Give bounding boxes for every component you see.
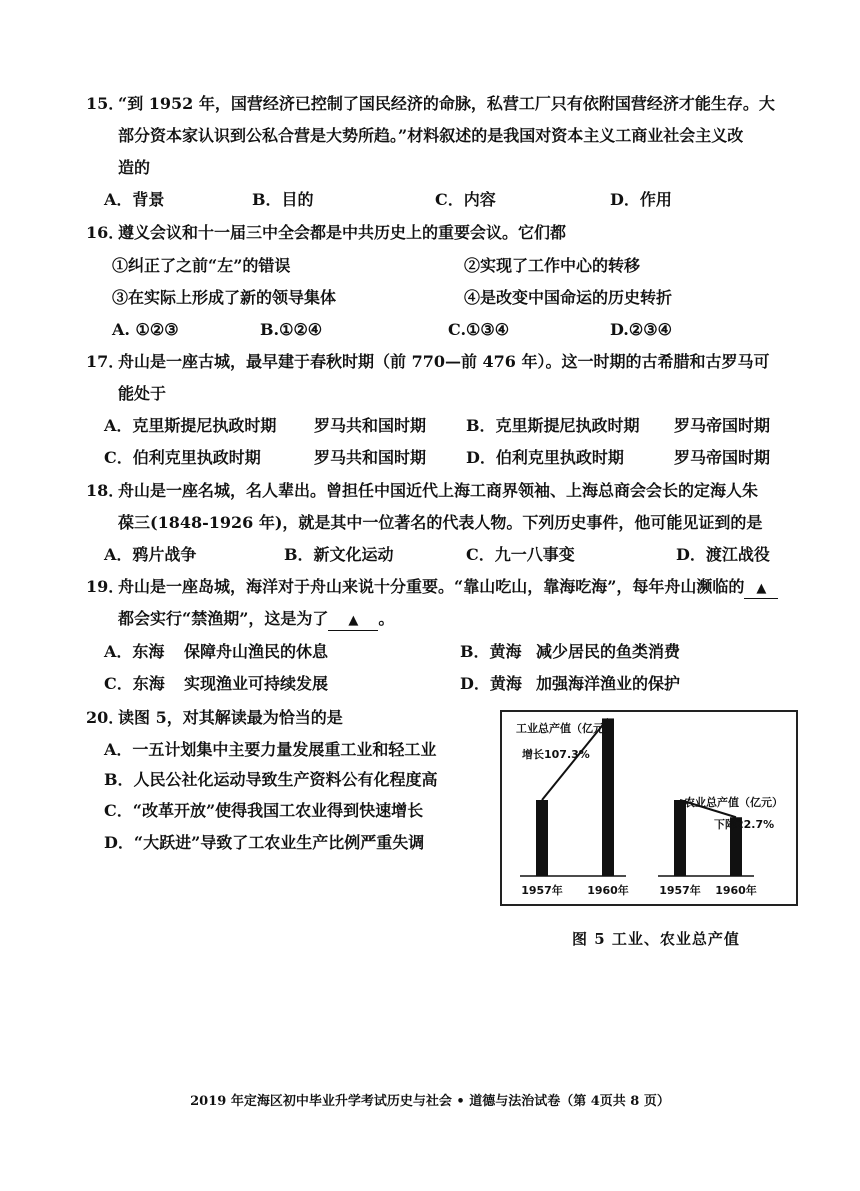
q16-item-2: ②实现了工作中心的转移 (464, 256, 641, 275)
q17-number: 17． (86, 352, 125, 371)
q16-option-c: C.①③④ (448, 320, 510, 339)
q17-option-a: A．克里斯提尼执政时期 (104, 416, 277, 435)
q15-option-b: B．目的 (252, 190, 314, 209)
q17-stem-line1: 舟山是一座古城，最早建于春秋时期（前 770—前 476 年）。这一时期的古希腊和古罗马可 (118, 352, 770, 371)
industry-tick-label-1: 1957年 (521, 884, 563, 897)
q16-option-b: B.①②④ (260, 320, 323, 339)
q16-item-3: ③在实际上形成了新的领导集体 (112, 288, 337, 307)
industry-title: 工业总产值（亿元） (516, 722, 615, 735)
q17-option-c-detail: 罗马共和国时期 (314, 448, 427, 467)
q15-stem-line3: 造的 (118, 158, 151, 177)
q18-option-c: C．九一八事变 (466, 545, 575, 564)
q19-number: 19． (86, 577, 125, 596)
q17-option-d-detail: 罗马帝国时期 (674, 448, 771, 467)
q18-option-b: B．新文化运动 (284, 545, 394, 564)
q18-option-d: D．渡江战役 (676, 545, 770, 564)
q18-option-a: A．鸦片战争 (104, 545, 197, 564)
q20-number: 20． (86, 708, 125, 727)
q16-option-d: D.②③④ (610, 320, 672, 339)
q19-blank-1: ▲ (744, 580, 778, 599)
q17-option-a-detail: 罗马共和国时期 (314, 416, 427, 435)
q20-stem: 读图 5，对其解读最为恰当的是 (118, 708, 343, 727)
industry-bar-1 (536, 800, 548, 876)
q15-option-c: C．内容 (435, 190, 496, 209)
industry-bar-2 (602, 718, 614, 876)
q18-stem-line1: 舟山是一座名城，名人辈出。曾担任中国近代上海工商界领袖、上海总商会会长的定海人朱 (118, 481, 759, 500)
q17-stem-line2: 能处于 (118, 384, 167, 403)
q16-number: 16． (86, 223, 125, 242)
agriculture-annotation: 下降22.7% (714, 818, 775, 831)
q19-option-d: D．黄海 (460, 674, 522, 693)
q20-option-d: D．“大跃进”导致了工农业生产比例严重失调 (104, 833, 425, 852)
q19-option-c: C．东海 (104, 674, 165, 693)
q19-option-b-detail: 减少居民的鱼类消费 (536, 642, 681, 661)
q19-blank-2: ▲ (328, 612, 378, 631)
q16-stem: 遵义会议和十一届三中全会都是中共历史上的重要会议。它们都 (118, 223, 567, 242)
page-footer: 2019 年定海区初中毕业升学考试历史与社会 • 道德与法治试卷（第 4页共 8 页） (190, 1094, 670, 1109)
industry-tick-label-2: 1960年 (587, 884, 629, 897)
q15-option-d: D．作用 (610, 190, 672, 209)
q19-stem-line1 (118, 575, 778, 599)
q17-option-b-detail: 罗马帝国时期 (674, 416, 771, 435)
q16-option-a: A. ①②③ (112, 320, 179, 339)
figure-caption: 图 5 工业、农业总产值 (572, 930, 740, 948)
q17-option-b: B．克里斯提尼执政时期 (466, 416, 640, 435)
q19-stem-line1-text: 舟山是一座岛城，海洋对于舟山来说十分重要。“靠山吃山，靠海吃海”，每年舟山濒临的 (118, 577, 745, 596)
q17-option-d: D．伯利克里执政时期 (466, 448, 624, 467)
q19-stem-line2-text: 都会实行“禁渔期”，这是为了 (118, 609, 329, 628)
q19-option-c-detail: 实现渔业可持续发展 (184, 674, 329, 693)
agriculture-tick-label-2: 1960年 (715, 884, 757, 897)
figure-5-svg (502, 712, 796, 904)
q16-item-1: ①纠正了之前“左”的错误 (112, 256, 291, 275)
q15-stem-line2: 部分资本家认识到公私合营是大势所趋。”材料叙述的是我国对资本主义工商业社会主义改 (118, 126, 744, 145)
industry-annotation: 增长107.3% (522, 748, 590, 761)
q15-stem-line1: “到 1952 年，国营经济已控制了国民经济的命脉，私营工厂只有依附国营经济才能生存。大 (118, 94, 775, 113)
q19-option-a: A．东海 (104, 642, 165, 661)
q19-option-b: B．黄海 (460, 642, 522, 661)
q20-option-b: B．人民公社化运动导致生产资料公有化程度高 (104, 770, 438, 789)
q19-stem-line2 (118, 607, 394, 631)
q20-option-a: A．一五计划集中主要力量发展重工业和轻工业 (104, 740, 437, 759)
q19-stem-line2-end: 。 (378, 609, 395, 628)
q15-number: 15． (86, 94, 125, 113)
q19-option-a-detail: 保障舟山渔民的休息 (184, 642, 329, 661)
q17-option-c: C．伯利克里执政时期 (104, 448, 261, 467)
q20-option-c: C．“改革开放”使得我国工农业得到快速增长 (104, 801, 424, 820)
q19-option-d-detail: 加强海洋渔业的保护 (536, 674, 681, 693)
q18-number: 18． (86, 481, 125, 500)
q16-item-4: ④是改变中国命运的历史转折 (464, 288, 673, 307)
figure-5-chart (500, 710, 798, 906)
q15-option-a: A．背景 (104, 190, 165, 209)
agriculture-tick-label-1: 1957年 (659, 884, 701, 897)
agriculture-bar-1 (674, 800, 686, 876)
q18-stem-line2: 葆三(1848-1926 年)，就是其中一位著名的代表人物。下列历史事件，他可能见证到的是 (118, 513, 763, 532)
agriculture-title: 农业总产值（亿元） (684, 796, 783, 809)
